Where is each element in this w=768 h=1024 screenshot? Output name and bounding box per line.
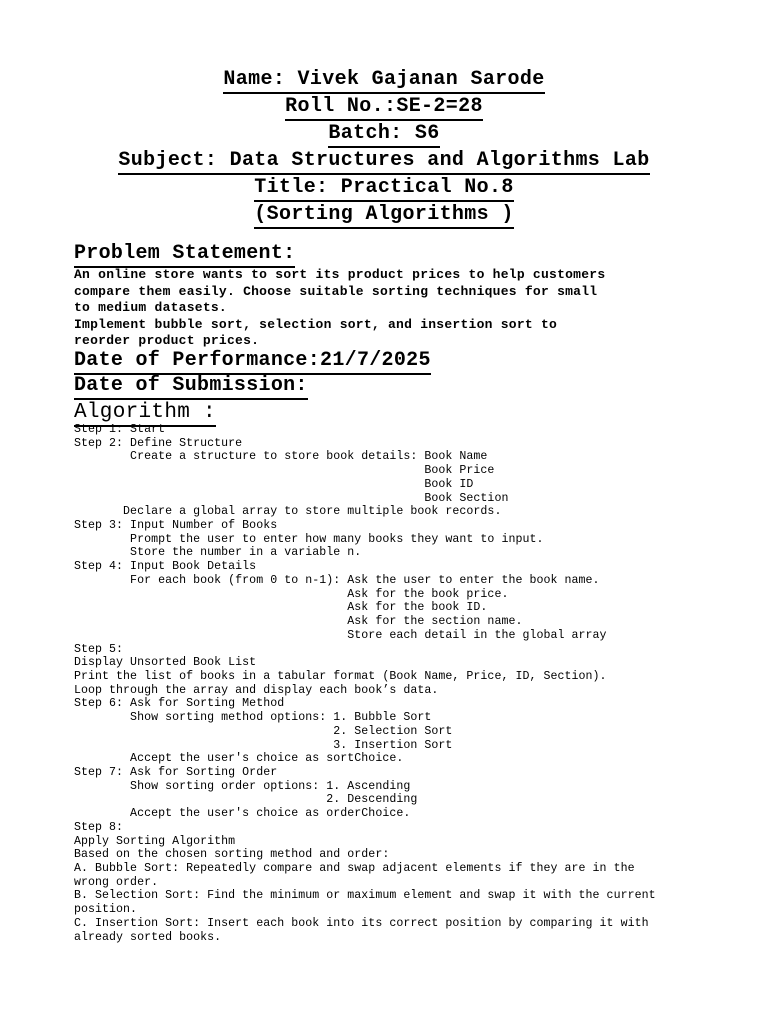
algorithm-line: Step 7: Ask for Sorting Order xyxy=(74,765,278,779)
batch: Batch: S6 xyxy=(328,121,439,148)
algorithm-line: Book Price xyxy=(74,464,495,478)
algorithm-line: Step 5: xyxy=(74,642,124,656)
algorithm-line: Loop through the array and display each book’s data. xyxy=(74,683,439,697)
algorithm-line: Accept the user's choice as sortChoice. xyxy=(74,752,404,766)
algorithm-line: already sorted books. xyxy=(74,930,222,944)
algorithm-line: C. Insertion Sort: Insert each book into its correct position by comparing it with xyxy=(74,916,649,930)
algorithm-line: A. Bubble Sort: Repeatedly compare and swap adjacent elements if they are in the xyxy=(74,862,635,875)
date-of-performance: Date of Performance:21/7/2025 xyxy=(74,349,431,375)
algorithm-line: wrong order. xyxy=(74,875,159,889)
algorithm-heading: Algorithm : xyxy=(74,400,216,427)
algorithm-line: Display Unsorted Book List xyxy=(74,656,257,670)
algorithm-line: Step 1: Start xyxy=(74,423,166,436)
practical-subtitle: (Sorting Algorithms ) xyxy=(254,202,513,229)
problem-line: An online store wants to sort its product prices to help customers xyxy=(74,267,606,282)
algorithm-line: Show sorting order options: 1. Ascending xyxy=(74,779,411,793)
algorithm-line: Book Section xyxy=(74,491,509,505)
roll-number: Roll No.:SE-2=28 xyxy=(285,94,483,121)
algorithm-line: Book ID xyxy=(74,477,474,491)
algorithm-line: Apply Sorting Algorithm xyxy=(74,834,236,848)
algorithm-line: Create a structure to store book details: Book Name xyxy=(74,450,488,464)
title-block xyxy=(0,67,768,229)
algorithm-line: Show sorting method options: 1. Bubble Sort xyxy=(74,711,432,725)
algorithm-line: Prompt the user to enter how many books they want to input. xyxy=(74,532,544,546)
algorithm-line: Ask for the section name. xyxy=(74,615,523,629)
algorithm-line: position. xyxy=(74,903,138,917)
algorithm-line: 2. Selection Sort xyxy=(74,724,453,738)
algorithm-line: Based on the chosen sorting method and order: xyxy=(74,848,390,862)
problem-line: reorder product prices. xyxy=(74,333,260,349)
algorithm-line: Store each detail in the global array xyxy=(74,628,607,642)
date-of-submission: Date of Submission: xyxy=(74,374,308,400)
algorithm-line: Ask for the book ID. xyxy=(74,601,488,615)
problem-line: Implement bubble sort, selection sort, and insertion sort to xyxy=(74,316,558,332)
algorithm-line: Step 2: Define Structure xyxy=(74,436,243,450)
algorithm-line: B. Selection Sort: Find the minimum or maximum element and swap it with the current xyxy=(74,889,656,903)
problem-statement-text xyxy=(74,267,714,350)
algorithm-line: Step 3: Input Number of Books xyxy=(74,519,278,533)
subject: Subject: Data Structures and Algorithms Lab xyxy=(118,148,649,175)
algorithm-line: Print the list of books in a tabular format (Book Name, Price, ID, Section). xyxy=(74,669,607,683)
problem-statement-heading: Problem Statement: xyxy=(74,242,295,268)
algorithm-line: Step 6: Ask for Sorting Method xyxy=(74,697,285,711)
practical-title: Title: Practical No.8 xyxy=(254,175,513,202)
algorithm-line: 3. Insertion Sort xyxy=(74,738,453,752)
algorithm-line: Declare a global array to store multiple book records. xyxy=(74,505,502,519)
algorithm-steps xyxy=(74,423,734,944)
problem-line: compare them easily. Choose suitable sorting techniques for small xyxy=(74,283,598,299)
problem-line: to medium datasets. xyxy=(74,300,227,316)
algorithm-line: Step 4: Input Book Details xyxy=(74,560,257,574)
algorithm-line: For each book (from 0 to n-1): Ask the user to enter the book name. xyxy=(74,573,600,587)
student-name: Name: Vivek Gajanan Sarode xyxy=(223,67,544,94)
algorithm-line: Accept the user's choice as orderChoice. xyxy=(74,807,411,821)
algorithm-line: Store the number in a variable n. xyxy=(74,546,362,560)
algorithm-line: Step 8: xyxy=(74,820,124,834)
algorithm-line: 2. Descending xyxy=(74,793,418,807)
algorithm-line: Ask for the book price. xyxy=(74,587,509,601)
